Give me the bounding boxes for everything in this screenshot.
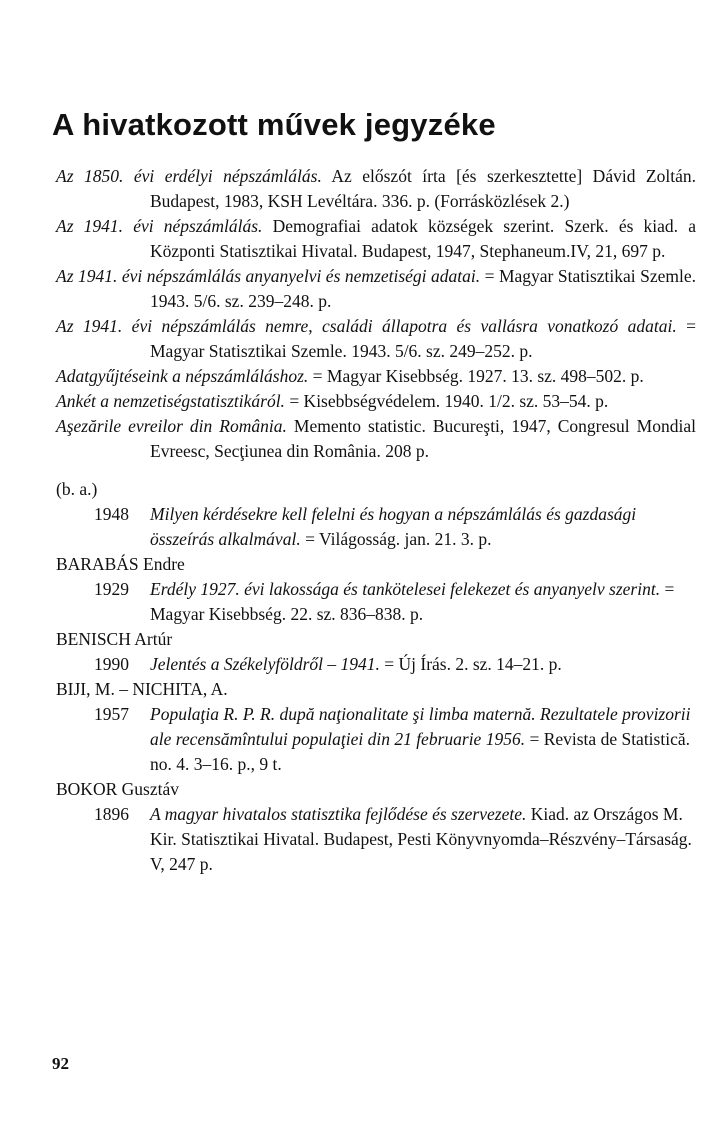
entry-title: Az 1850. évi erdélyi népszámlálás. xyxy=(56,166,322,186)
entry-details: Kiad. az Országos M. Kir. Statisztikai Hivatal. Budapest, Pesti Könyvnyomda–Részvény–Társaság. V, 247 p. xyxy=(150,804,692,874)
author-name: BOKOR Gusztáv xyxy=(56,779,179,799)
entry-title: Milyen kérdésekre kell felelni és hogyan a népszámlálás és gazdasági összeírás alkalmával. xyxy=(150,504,637,549)
entry-details: Demografiai adatok községek szerint. Szerk. és kiad. a Központi Statisztikai Hivatal. Budapest, 1947, Stephaneum.IV, 21, 697 p. xyxy=(150,216,696,261)
bib-entry xyxy=(56,702,696,777)
entry-details: = Új Írás. 2. sz. 14–21. p. xyxy=(379,654,562,674)
bib-entry xyxy=(56,389,696,414)
page-number: 92 xyxy=(52,1054,69,1073)
entry-details: Az előszót írta [és szerkesztette] Dávid Zoltán. Budapest, 1983, KSH Levéltára. 336. p. (Forrásközlések 2.) xyxy=(150,166,696,211)
entry-year: 1948 xyxy=(94,504,129,524)
entry-details: = Magyar Kisebbség. 1927. 13. sz. 498–502. p. xyxy=(308,366,644,386)
entry-year: 1896 xyxy=(94,804,129,824)
entry-title: Populaţia R. P. R. după naţionalitate şi limba maternă. Rezultatele provizorii ale recensămîntului populaţiei din 21 februarie 1956. xyxy=(150,704,691,749)
bib-entry xyxy=(56,364,696,389)
bib-entry xyxy=(56,502,696,552)
no-author-label: (b. a.) xyxy=(56,479,98,499)
entry-title: Az 1941. évi népszámlálás anyanyelvi és nemzetiségi adatai. xyxy=(56,266,481,286)
bib-entry xyxy=(56,164,696,214)
bib-entry xyxy=(56,802,696,877)
author-name: BIJI, M. – NICHITA, A. xyxy=(56,679,228,699)
entry-details: = Magyar Statisztikai Szemle. 1943. 5/6. sz. 239–248. p. xyxy=(150,266,696,311)
entry-year: 1957 xyxy=(94,704,129,724)
bib-entry xyxy=(56,577,696,627)
entry-title: Az 1941. évi népszámlálás. xyxy=(56,216,263,236)
entry-title: Aşezările evreilor din România. xyxy=(56,416,287,436)
bib-entry xyxy=(56,414,696,464)
entry-details: = Magyar Statisztikai Szemle. 1943. 5/6. sz. 249–252. p. xyxy=(150,316,696,361)
bib-entry xyxy=(56,214,696,264)
bib-entry xyxy=(56,314,696,364)
entry-title: Erdély 1927. évi lakossága és tankötelesei felekezet és anyanyelv szerint. xyxy=(150,579,661,599)
author-name: BENISCH Artúr xyxy=(56,629,173,649)
bibliography xyxy=(56,164,696,877)
page-title: A hivatkozott művek jegyzéke xyxy=(52,107,496,142)
entry-title: Jelentés a Székelyföldről – 1941. xyxy=(150,654,380,674)
entry-details: = Revista de Statistică. no. 4. 3–16. p., 9 t. xyxy=(150,729,690,774)
entry-details: = Kisebbségvédelem. 1940. 1/2. sz. 53–54. p. xyxy=(284,391,609,411)
entry-details: = Világosság. jan. 21. 3. p. xyxy=(300,529,492,549)
entry-title: Ankét a nemzetiségstatisztikáról. xyxy=(56,391,285,411)
entry-details: Memento statistic. Bucureşti, 1947, Congresul Mondial Evreesc, Secţiunea din România. 208 p. xyxy=(150,416,696,461)
entry-details: = Magyar Kisebbség. 22. sz. 836–838. p. xyxy=(150,579,675,624)
entry-title: A magyar hivatalos statisztika fejlődése és szervezete. xyxy=(150,804,527,824)
author-name: BARABÁS Endre xyxy=(56,554,185,574)
entry-title: Az 1941. évi népszámlálás nemre, családi állapotra és vallásra vonatkozó adatai. xyxy=(56,316,677,336)
entry-year: 1929 xyxy=(94,579,129,599)
entry-title: Adatgyűjtéseink a népszámláláshoz. xyxy=(56,366,309,386)
bib-entry xyxy=(56,264,696,314)
entry-year: 1990 xyxy=(94,654,129,674)
bib-entry xyxy=(56,652,696,677)
